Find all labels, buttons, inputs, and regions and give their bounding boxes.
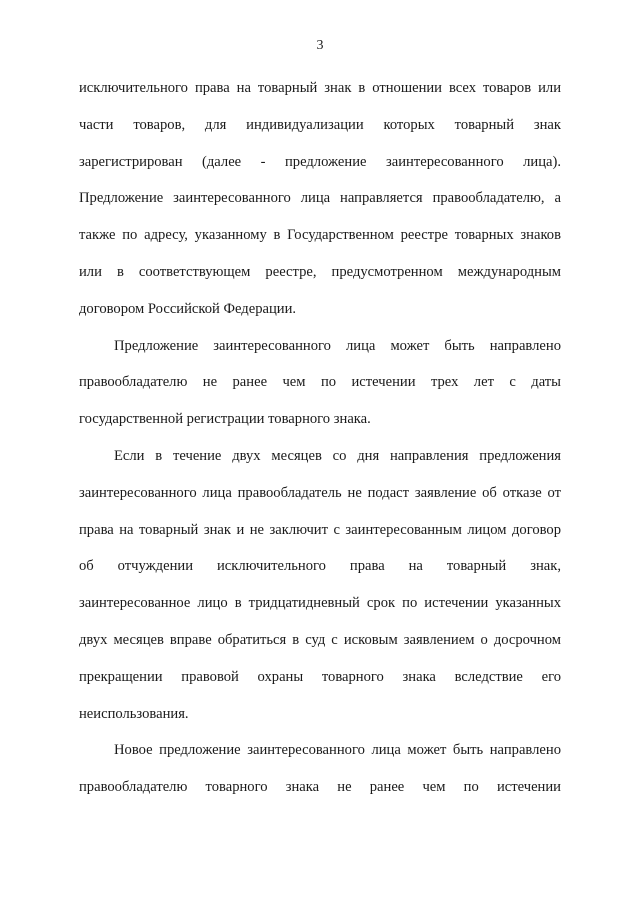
text-line: Новое предложение заинтересованного лица может быть направлено xyxy=(114,742,561,759)
text-line: прекращении правовой охраны товарного знака вследствие его xyxy=(79,668,561,685)
paragraph xyxy=(79,70,561,328)
document-body xyxy=(79,70,561,806)
text-line: Если в течение двух месяцев со дня направления предложения xyxy=(114,447,561,464)
text-line: или в соответствующем реестре, предусмотренном международным xyxy=(79,263,561,280)
text-line: заинтересованного лица правообладатель не подаст заявление об отказе от xyxy=(79,484,561,501)
text-line: государственной регистрации товарного знака. xyxy=(79,411,371,428)
text-line: неиспользования. xyxy=(79,705,189,722)
page-number: 3 xyxy=(316,38,324,53)
text-line: исключительного права на товарный знак в отношении всех товаров или xyxy=(79,80,561,96)
text-line: договором Российской Федерации. xyxy=(79,300,297,317)
text-line: Предложение заинтересованного лица направляется правообладателю, а xyxy=(79,190,561,207)
text-line: правообладателю не ранее чем по истечении трех лет с даты xyxy=(79,374,561,391)
text-line: зарегистрирован (далее - предложение заинтересованного лица). xyxy=(79,153,561,170)
text-line: также по адресу, указанному в Государственном реестре товарных знаков xyxy=(79,227,561,244)
text-line: правообладателю товарного знака не ранее чем по истечении xyxy=(79,779,561,796)
paragraph xyxy=(79,732,561,806)
text-line: заинтересованное лицо в тридцатидневный срок по истечении указанных xyxy=(79,595,561,612)
text-line: об отчуждении исключительного права на товарный знак, xyxy=(79,558,561,575)
text-line: части товаров, для индивидуализации которых товарный знак xyxy=(79,116,561,133)
text-line: Предложение заинтересованного лица может быть направлено xyxy=(114,337,561,354)
paragraph xyxy=(79,438,561,732)
text-line: права на товарный знак и не заключит с заинтересованным лицом договор xyxy=(79,521,561,538)
text-line: двух месяцев вправе обратиться в суд с исковым заявлением о досрочном xyxy=(79,631,561,648)
paragraph xyxy=(79,328,561,438)
